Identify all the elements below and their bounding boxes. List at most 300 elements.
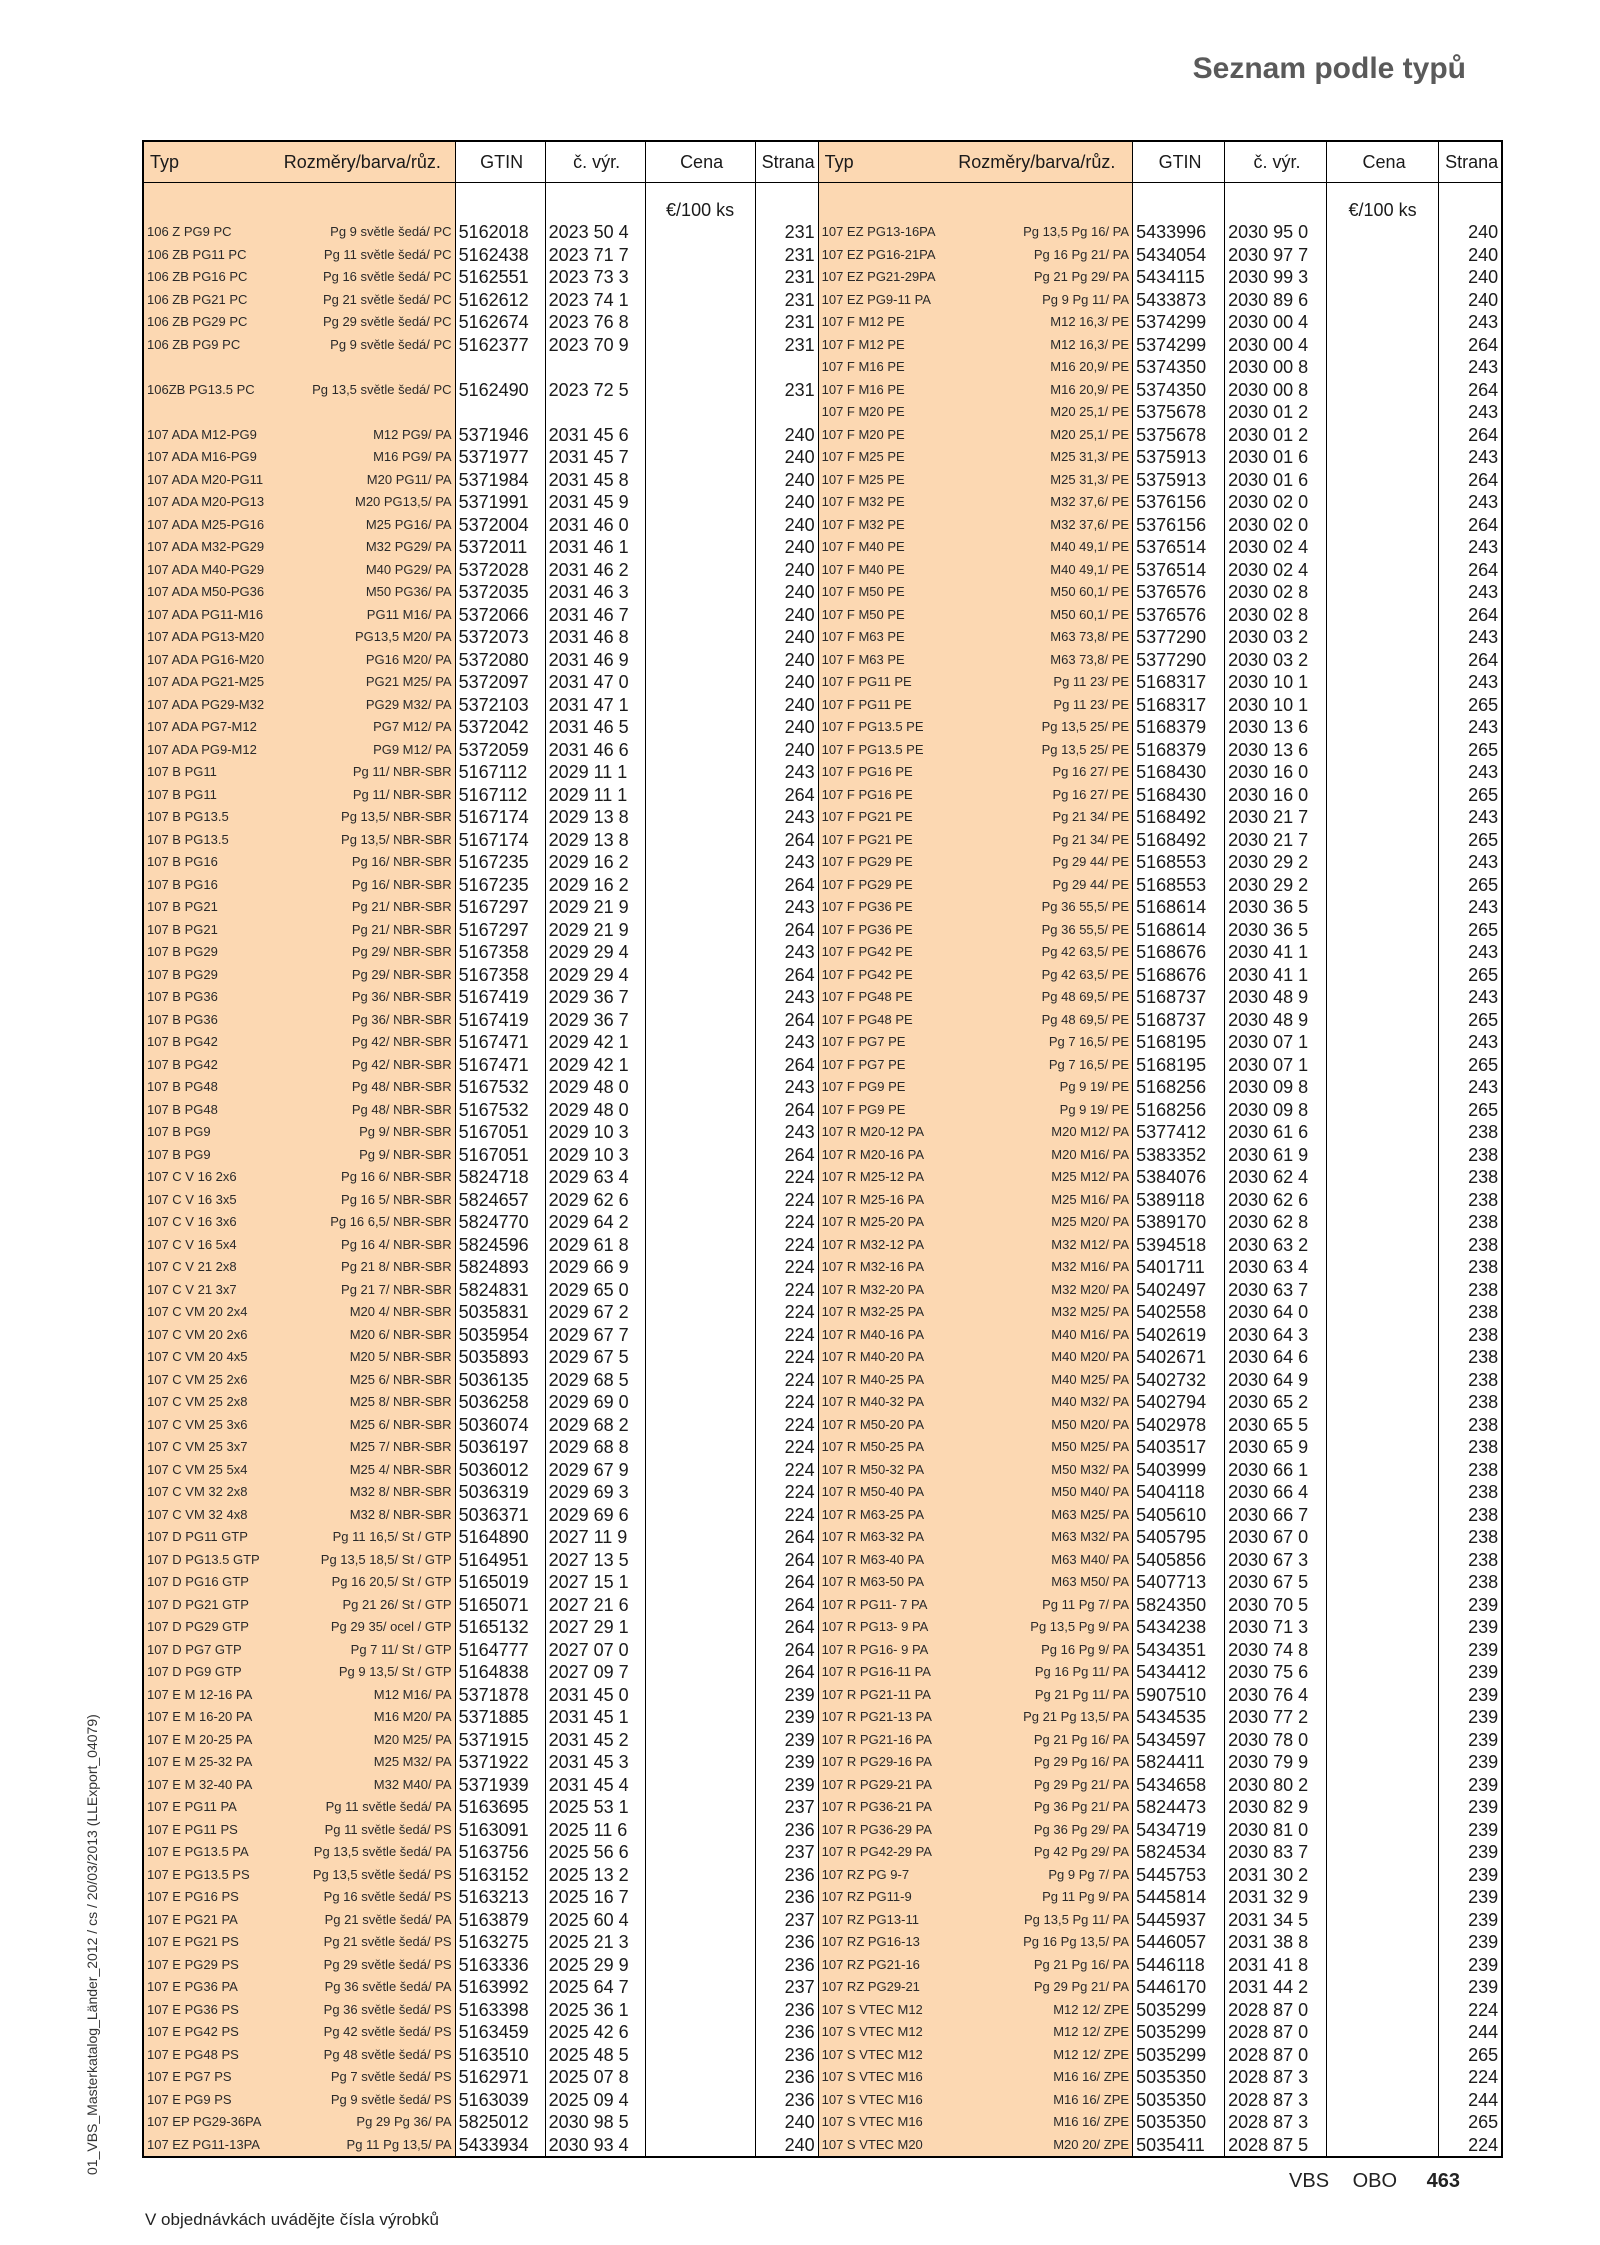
row-strana: 265 bbox=[1468, 2044, 1499, 2065]
row-vyr: 2030 48 9 bbox=[1225, 986, 1327, 1009]
row-cena bbox=[1327, 1054, 1439, 1077]
table-row bbox=[143, 851, 1502, 874]
row-typ: 107 F M25 PE bbox=[818, 446, 938, 469]
row-cena bbox=[1327, 739, 1439, 762]
row-cena bbox=[645, 2134, 755, 2158]
row-typ: 107 R M40-25 PA bbox=[818, 1369, 938, 1392]
row-dim: Pg 9 světle šedá/ PS bbox=[267, 2089, 455, 2112]
row-gtin: 5168614 bbox=[1133, 896, 1225, 919]
row-typ: 107 ADA PG29-M32 bbox=[143, 694, 267, 717]
row-dim: M50 60,1/ PE bbox=[939, 581, 1133, 604]
row-typ: 107 C V 21 2x8 bbox=[143, 1256, 267, 1279]
table-row bbox=[143, 2134, 1502, 2158]
row-typ: 107 E M 16-20 PA bbox=[143, 1706, 267, 1729]
row-typ: 107 F M32 PE bbox=[818, 491, 938, 514]
row-vyr: 2025 21 3 bbox=[545, 1931, 645, 1954]
row-gtin: 5163510 bbox=[455, 2044, 545, 2067]
side-text: 01_VBS_Masterkatalog_Länder_2012 / cs / 20/03/2013 (LLExport_04079) bbox=[84, 1714, 100, 2175]
row-vyr: 2031 46 0 bbox=[545, 514, 645, 537]
row-dim: M50 M25/ PA bbox=[939, 1436, 1133, 1459]
row-typ bbox=[143, 401, 267, 424]
row-dim: M63 M25/ PA bbox=[939, 1504, 1133, 1527]
row-strana: 238 bbox=[1468, 1459, 1499, 1480]
row-dim: M50 60,1/ PE bbox=[939, 604, 1133, 627]
row-vyr: 2031 46 6 bbox=[545, 739, 645, 762]
row-vyr: 2029 42 1 bbox=[545, 1054, 645, 1077]
row-dim: Pg 29 světle šedá/ PC bbox=[267, 311, 455, 334]
row-vyr: 2031 45 1 bbox=[545, 1706, 645, 1729]
row-vyr: 2029 21 9 bbox=[545, 919, 645, 942]
row-dim: Pg 16 Pg 9/ PA bbox=[939, 1639, 1133, 1662]
row-typ bbox=[143, 356, 267, 379]
row-strana: 238 bbox=[1468, 1167, 1499, 1187]
row-vyr: 2030 67 5 bbox=[1225, 1571, 1327, 1594]
row-vyr: 2030 13 6 bbox=[1225, 739, 1327, 762]
row-gtin: 5163039 bbox=[455, 2089, 545, 2112]
row-strana: 237 bbox=[755, 1841, 818, 1864]
row-cena bbox=[1327, 1324, 1439, 1347]
row-strana: 224 bbox=[755, 1279, 818, 1302]
row-dim: Pg 42/ NBR-SBR bbox=[267, 1031, 455, 1054]
row-gtin: 5168379 bbox=[1133, 739, 1225, 762]
row-vyr: 2031 46 1 bbox=[545, 536, 645, 559]
table-row bbox=[143, 1504, 1502, 1527]
row-cena bbox=[645, 964, 755, 987]
row-vyr: 2030 77 2 bbox=[1225, 1706, 1327, 1729]
row-dim: M20 M12/ PA bbox=[939, 1121, 1133, 1144]
row-strana: 236 bbox=[755, 2021, 818, 2044]
table-row bbox=[143, 784, 1502, 807]
row-dim: Pg 11 Pg 7/ PA bbox=[939, 1594, 1133, 1617]
row-gtin: 5168492 bbox=[1133, 829, 1225, 852]
row-typ: 107 R PG36-21 PA bbox=[818, 1796, 938, 1819]
row-gtin: 5168195 bbox=[1133, 1031, 1225, 1054]
table-row bbox=[143, 581, 1502, 604]
row-gtin: 5372035 bbox=[455, 581, 545, 604]
row-vyr: 2028 87 3 bbox=[1225, 2111, 1327, 2134]
row-cena bbox=[1327, 356, 1439, 379]
row-cena bbox=[1327, 559, 1439, 582]
row-typ: 107 B PG9 bbox=[143, 1121, 267, 1144]
row-cena bbox=[1327, 424, 1439, 447]
row-vyr: 2028 87 0 bbox=[1225, 2021, 1327, 2044]
row-vyr: 2029 64 2 bbox=[545, 1211, 645, 1234]
row-vyr: 2029 16 2 bbox=[545, 874, 645, 897]
row-vyr: 2031 41 8 bbox=[1225, 1954, 1327, 1977]
table-row bbox=[143, 1751, 1502, 1774]
row-dim: Pg 16 světle šedá/ PC bbox=[267, 266, 455, 289]
table-row bbox=[143, 1774, 1502, 1797]
row-cena bbox=[645, 2021, 755, 2044]
row-vyr: 2030 21 7 bbox=[1225, 829, 1327, 852]
row-dim: M25 M32/ PA bbox=[267, 1751, 455, 1774]
row-strana: 243 bbox=[1468, 1077, 1499, 1097]
row-strana: 237 bbox=[755, 1976, 818, 1999]
row-vyr: 2030 02 4 bbox=[1225, 536, 1327, 559]
row-typ: 107 F PG48 PE bbox=[818, 986, 938, 1009]
row-vyr: 2030 16 0 bbox=[1225, 784, 1327, 807]
header-typ: Typ bbox=[143, 141, 267, 183]
row-typ: 107 R PG11- 7 PA bbox=[818, 1594, 938, 1617]
row-gtin: 5167112 bbox=[455, 784, 545, 807]
row-dim: Pg 13,5 světle šedá/ PC bbox=[267, 379, 455, 402]
row-strana: 237 bbox=[755, 1796, 818, 1819]
row-typ: 107 R M32-20 PA bbox=[818, 1279, 938, 1302]
row-dim: Pg 13,5 25/ PE bbox=[939, 716, 1133, 739]
row-typ: 107 F PG11 PE bbox=[818, 694, 938, 717]
row-strana: 231 bbox=[755, 221, 818, 244]
row-vyr: 2030 81 0 bbox=[1225, 1819, 1327, 1842]
row-cena bbox=[645, 1031, 755, 1054]
row-strana: 264 bbox=[755, 964, 818, 987]
row-dim: M40 PG29/ PA bbox=[267, 559, 455, 582]
row-vyr: 2031 32 9 bbox=[1225, 1886, 1327, 1909]
row-dim: M32 8/ NBR-SBR bbox=[267, 1504, 455, 1527]
row-dim: Pg 29 Pg 21/ PA bbox=[939, 1774, 1133, 1797]
row-cena bbox=[645, 469, 755, 492]
row-strana: 224 bbox=[755, 1459, 818, 1482]
row-cena bbox=[645, 514, 755, 537]
row-dim: M25 M12/ PA bbox=[939, 1166, 1133, 1189]
row-strana: 240 bbox=[755, 559, 818, 582]
row-typ: 107 ADA M50-PG36 bbox=[143, 581, 267, 604]
row-cena bbox=[1327, 1954, 1439, 1977]
table-row bbox=[143, 1706, 1502, 1729]
row-vyr: 2031 45 6 bbox=[545, 424, 645, 447]
row-cena bbox=[645, 1706, 755, 1729]
row-vyr: 2030 67 3 bbox=[1225, 1549, 1327, 1572]
row-gtin: 5168676 bbox=[1133, 964, 1225, 987]
row-dim: M40 49,1/ PE bbox=[939, 559, 1133, 582]
row-dim: Pg 13,5 18,5/ St / GTP bbox=[267, 1549, 455, 1572]
row-cena bbox=[1327, 1571, 1439, 1594]
row-vyr: 2029 62 6 bbox=[545, 1189, 645, 1212]
row-gtin: 5167112 bbox=[455, 761, 545, 784]
row-typ: 107 ADA M32-PG29 bbox=[143, 536, 267, 559]
row-cena bbox=[1327, 1841, 1439, 1864]
row-strana: 236 bbox=[755, 1931, 818, 1954]
row-typ: 107 E PG11 PS bbox=[143, 1819, 267, 1842]
row-cena bbox=[645, 1099, 755, 1122]
row-cena bbox=[1327, 1144, 1439, 1167]
row-dim: Pg 36 Pg 29/ PA bbox=[939, 1819, 1133, 1842]
header-cena: Cena bbox=[1327, 141, 1439, 183]
row-strana: 224 bbox=[1468, 1999, 1499, 2020]
row-vyr: 2030 02 4 bbox=[1225, 559, 1327, 582]
table-row bbox=[143, 649, 1502, 672]
row-strana: 238 bbox=[1468, 1302, 1499, 1322]
row-vyr: 2029 67 5 bbox=[545, 1346, 645, 1369]
row-typ: 107 C VM 25 2x6 bbox=[143, 1369, 267, 1392]
row-vyr: 2029 42 1 bbox=[545, 1031, 645, 1054]
row-strana: 240 bbox=[1468, 222, 1499, 242]
row-typ: 107 RZ PG21-16 bbox=[818, 1954, 938, 1977]
row-cena bbox=[1327, 1864, 1439, 1887]
row-vyr: 2030 00 4 bbox=[1225, 334, 1327, 357]
row-dim: Pg 11 23/ PE bbox=[939, 694, 1133, 717]
row-typ: 107 R M32-25 PA bbox=[818, 1301, 938, 1324]
table-row bbox=[143, 311, 1502, 334]
row-typ: 107 EZ PG16-21PA bbox=[818, 244, 938, 267]
row-strana: 239 bbox=[1468, 1662, 1499, 1682]
row-vyr: 2031 46 9 bbox=[545, 649, 645, 672]
row-dim: Pg 9 19/ PE bbox=[939, 1076, 1133, 1099]
row-vyr: 2031 30 2 bbox=[1225, 1864, 1327, 1887]
row-gtin: 5162971 bbox=[455, 2066, 545, 2089]
table-row bbox=[143, 1481, 1502, 1504]
row-typ: 107 C V 16 2x6 bbox=[143, 1166, 267, 1189]
row-gtin: 5035350 bbox=[1133, 2066, 1225, 2089]
row-typ: 107 D PG9 GTP bbox=[143, 1661, 267, 1684]
row-cena bbox=[645, 266, 755, 289]
row-gtin: 5446057 bbox=[1133, 1931, 1225, 1954]
row-cena bbox=[645, 2111, 755, 2134]
row-cena bbox=[1327, 2021, 1439, 2044]
row-cena bbox=[645, 244, 755, 267]
row-strana: 264 bbox=[1468, 649, 1499, 670]
row-dim: Pg 16 27/ PE bbox=[939, 761, 1133, 784]
row-gtin: 5162438 bbox=[455, 244, 545, 267]
row-gtin: 5168614 bbox=[1133, 919, 1225, 942]
row-vyr: 2030 41 1 bbox=[1225, 964, 1327, 987]
row-gtin: 5402558 bbox=[1133, 1301, 1225, 1324]
row-vyr: 2029 63 4 bbox=[545, 1166, 645, 1189]
row-vyr: 2030 09 8 bbox=[1225, 1099, 1327, 1122]
row-cena bbox=[1327, 2066, 1439, 2089]
row-dim: M20 M25/ PA bbox=[267, 1729, 455, 1752]
row-vyr: 2029 36 7 bbox=[545, 986, 645, 1009]
row-gtin: 5165019 bbox=[455, 1571, 545, 1594]
row-typ: 107 R M50-20 PA bbox=[818, 1414, 938, 1437]
table-row bbox=[143, 1594, 1502, 1617]
row-typ: 107 E PG29 PS bbox=[143, 1954, 267, 1977]
row-vyr: 2029 36 7 bbox=[545, 1009, 645, 1032]
row-gtin: 5405856 bbox=[1133, 1549, 1225, 1572]
row-cena bbox=[1327, 1594, 1439, 1617]
row-typ: 107 F PG7 PE bbox=[818, 1054, 938, 1077]
row-gtin: 5372059 bbox=[455, 739, 545, 762]
row-strana: 264 bbox=[755, 1616, 818, 1639]
row-dim: Pg 48 světle šedá/ PS bbox=[267, 2044, 455, 2067]
row-dim: M32 37,6/ PE bbox=[939, 514, 1133, 537]
row-strana: 224 bbox=[755, 1369, 818, 1392]
row-typ: 107 C VM 25 2x8 bbox=[143, 1391, 267, 1414]
row-gtin: 5372080 bbox=[455, 649, 545, 672]
row-typ: 107 R M32-16 PA bbox=[818, 1256, 938, 1279]
row-typ: 107 F M50 PE bbox=[818, 581, 938, 604]
row-dim: Pg 48 69,5/ PE bbox=[939, 1009, 1133, 1032]
row-strana: 240 bbox=[755, 671, 818, 694]
row-typ: 106 ZB PG9 PC bbox=[143, 334, 267, 357]
row-dim: M32 M40/ PA bbox=[267, 1774, 455, 1797]
row-strana: 240 bbox=[755, 424, 818, 447]
row-gtin: 5163695 bbox=[455, 1796, 545, 1819]
row-cena bbox=[645, 851, 755, 874]
row-gtin: 5165132 bbox=[455, 1616, 545, 1639]
row-dim: Pg 16 Pg 13,5/ PA bbox=[939, 1931, 1133, 1954]
row-typ: 107 F PG7 PE bbox=[818, 1031, 938, 1054]
row-dim bbox=[267, 401, 455, 424]
row-gtin: 5445814 bbox=[1133, 1886, 1225, 1909]
row-typ: 107 R M50-40 PA bbox=[818, 1481, 938, 1504]
row-vyr: 2030 65 9 bbox=[1225, 1436, 1327, 1459]
row-typ: 107 R PG42-29 PA bbox=[818, 1841, 938, 1864]
row-typ: 107 C VM 32 2x8 bbox=[143, 1481, 267, 1504]
row-typ: 107 E PG13.5 PA bbox=[143, 1841, 267, 1864]
row-typ: 107 S VTEC M12 bbox=[818, 2021, 938, 2044]
row-vyr: 2029 67 9 bbox=[545, 1459, 645, 1482]
row-vyr: 2030 93 4 bbox=[545, 2134, 645, 2158]
row-dim: Pg 11 Pg 9/ PA bbox=[939, 1886, 1133, 1909]
table-row bbox=[143, 2044, 1502, 2067]
table-row bbox=[143, 1031, 1502, 1054]
row-gtin: 5163879 bbox=[455, 1909, 545, 1932]
row-dim: Pg 7 16,5/ PE bbox=[939, 1054, 1133, 1077]
row-gtin: 5403517 bbox=[1133, 1436, 1225, 1459]
row-cena bbox=[645, 1954, 755, 1977]
row-strana: 238 bbox=[1468, 1234, 1499, 1255]
row-dim: M20 PG11/ PA bbox=[267, 469, 455, 492]
row-strana: 224 bbox=[755, 1211, 818, 1234]
row-gtin: 5035831 bbox=[455, 1301, 545, 1324]
row-vyr: 2025 64 7 bbox=[545, 1976, 645, 1999]
row-strana: 239 bbox=[755, 1774, 818, 1797]
row-gtin: 5036319 bbox=[455, 1481, 545, 1504]
row-gtin: 5167532 bbox=[455, 1076, 545, 1099]
row-cena bbox=[1327, 1729, 1439, 1752]
row-cena bbox=[645, 1459, 755, 1482]
row-typ: 107 F M32 PE bbox=[818, 514, 938, 537]
row-typ: 107 R PG21-13 PA bbox=[818, 1706, 938, 1729]
row-cena bbox=[645, 874, 755, 897]
row-cena bbox=[1327, 1279, 1439, 1302]
row-strana: 240 bbox=[755, 514, 818, 537]
row-strana: 231 bbox=[755, 266, 818, 289]
row-gtin: 5162490 bbox=[455, 379, 545, 402]
row-gtin: 5167174 bbox=[455, 806, 545, 829]
row-gtin: 5376514 bbox=[1133, 536, 1225, 559]
row-typ: 107 R PG36-29 PA bbox=[818, 1819, 938, 1842]
row-dim: M16 M20/ PA bbox=[267, 1706, 455, 1729]
table-row bbox=[143, 739, 1502, 762]
row-strana: 264 bbox=[1468, 514, 1499, 535]
row-vyr: 2030 02 8 bbox=[1225, 604, 1327, 627]
row-strana: 265 bbox=[1468, 694, 1499, 715]
row-dim: Pg 29/ NBR-SBR bbox=[267, 941, 455, 964]
row-dim: M50 M32/ PA bbox=[939, 1459, 1133, 1482]
row-gtin: 5165071 bbox=[455, 1594, 545, 1617]
table-row bbox=[143, 2066, 1502, 2089]
row-gtin: 5824411 bbox=[1133, 1751, 1225, 1774]
row-strana: 243 bbox=[755, 1076, 818, 1099]
row-vyr: 2030 63 7 bbox=[1225, 1279, 1327, 1302]
row-vyr: 2030 62 4 bbox=[1225, 1166, 1327, 1189]
row-typ: 107 E PG21 PS bbox=[143, 1931, 267, 1954]
row-cena bbox=[645, 1774, 755, 1797]
table-row bbox=[143, 334, 1502, 357]
row-typ: 106 ZB PG16 PC bbox=[143, 266, 267, 289]
row-strana: 238 bbox=[1468, 1324, 1499, 1345]
row-typ: 107 F PG36 PE bbox=[818, 896, 938, 919]
row-strana: 243 bbox=[755, 1031, 818, 1054]
row-typ: 107 F PG16 PE bbox=[818, 761, 938, 784]
row-typ: 107 E PG21 PA bbox=[143, 1909, 267, 1932]
row-cena bbox=[1327, 964, 1439, 987]
row-cena bbox=[645, 1841, 755, 1864]
table-row bbox=[143, 1076, 1502, 1099]
row-dim: Pg 29 35/ ocel / GTP bbox=[267, 1616, 455, 1639]
table-row bbox=[143, 1301, 1502, 1324]
row-cena bbox=[1327, 941, 1439, 964]
row-vyr: 2030 71 3 bbox=[1225, 1616, 1327, 1639]
table-row bbox=[143, 874, 1502, 897]
row-dim: M63 73,8/ PE bbox=[939, 626, 1133, 649]
table-row bbox=[143, 289, 1502, 312]
row-dim: Pg 11 světle šedá/ PS bbox=[267, 1819, 455, 1842]
row-vyr: 2025 48 5 bbox=[545, 2044, 645, 2067]
row-strana: 239 bbox=[755, 1684, 818, 1707]
row-strana: 224 bbox=[755, 1391, 818, 1414]
row-dim: Pg 13,5 Pg 11/ PA bbox=[939, 1909, 1133, 1932]
row-vyr: 2029 69 6 bbox=[545, 1504, 645, 1527]
table-row bbox=[143, 1324, 1502, 1347]
row-dim: Pg 21 34/ PE bbox=[939, 829, 1133, 852]
row-dim: Pg 42 Pg 29/ PA bbox=[939, 1841, 1133, 1864]
table-row bbox=[143, 829, 1502, 852]
row-strana: 265 bbox=[1468, 964, 1499, 985]
row-cena bbox=[1327, 1751, 1439, 1774]
row-gtin: 5372097 bbox=[455, 671, 545, 694]
row-dim: M12 12/ ZPE bbox=[939, 2021, 1133, 2044]
row-gtin: 5824770 bbox=[455, 1211, 545, 1234]
row-dim: M12 16,3/ PE bbox=[939, 311, 1133, 334]
row-dim: Pg 42 63,5/ PE bbox=[939, 964, 1133, 987]
row-gtin: 5405795 bbox=[1133, 1526, 1225, 1549]
row-vyr: 2025 11 6 bbox=[545, 1819, 645, 1842]
table-row bbox=[143, 2089, 1502, 2112]
row-typ: 107 E M 32-40 PA bbox=[143, 1774, 267, 1797]
row-strana: 238 bbox=[1468, 1414, 1499, 1435]
row-typ: 107 S VTEC M16 bbox=[818, 2066, 938, 2089]
row-dim: M63 M40/ PA bbox=[939, 1549, 1133, 1572]
row-gtin: 5167235 bbox=[455, 851, 545, 874]
table-row bbox=[143, 986, 1502, 1009]
row-dim: Pg 42 světle šedá/ PS bbox=[267, 2021, 455, 2044]
row-cena bbox=[1327, 1639, 1439, 1662]
row-vyr: 2030 78 0 bbox=[1225, 1729, 1327, 1752]
row-typ: 107 D PG21 GTP bbox=[143, 1594, 267, 1617]
row-typ: 107 S VTEC M12 bbox=[818, 1999, 938, 2022]
row-gtin: 5402794 bbox=[1133, 1391, 1225, 1414]
row-strana: 224 bbox=[755, 1256, 818, 1279]
row-gtin: 5163398 bbox=[455, 1999, 545, 2022]
row-strana: 239 bbox=[1468, 1594, 1499, 1615]
row-dim: Pg 9/ NBR-SBR bbox=[267, 1121, 455, 1144]
row-typ: 107 R M25-20 PA bbox=[818, 1211, 938, 1234]
row-dim: Pg 21 Pg 13,5/ PA bbox=[939, 1706, 1133, 1729]
row-dim: Pg 7 světle šedá/ PS bbox=[267, 2066, 455, 2089]
row-cena bbox=[1327, 761, 1439, 784]
row-cena bbox=[1327, 1211, 1439, 1234]
table-row bbox=[143, 1054, 1502, 1077]
row-cena bbox=[1327, 1886, 1439, 1909]
row-gtin: 5402671 bbox=[1133, 1346, 1225, 1369]
row-vyr: 2029 48 0 bbox=[545, 1076, 645, 1099]
table-row bbox=[143, 1886, 1502, 1909]
row-typ: 107 ADA M12-PG9 bbox=[143, 424, 267, 447]
row-dim: Pg 16/ NBR-SBR bbox=[267, 874, 455, 897]
row-typ: 107 F M63 PE bbox=[818, 649, 938, 672]
